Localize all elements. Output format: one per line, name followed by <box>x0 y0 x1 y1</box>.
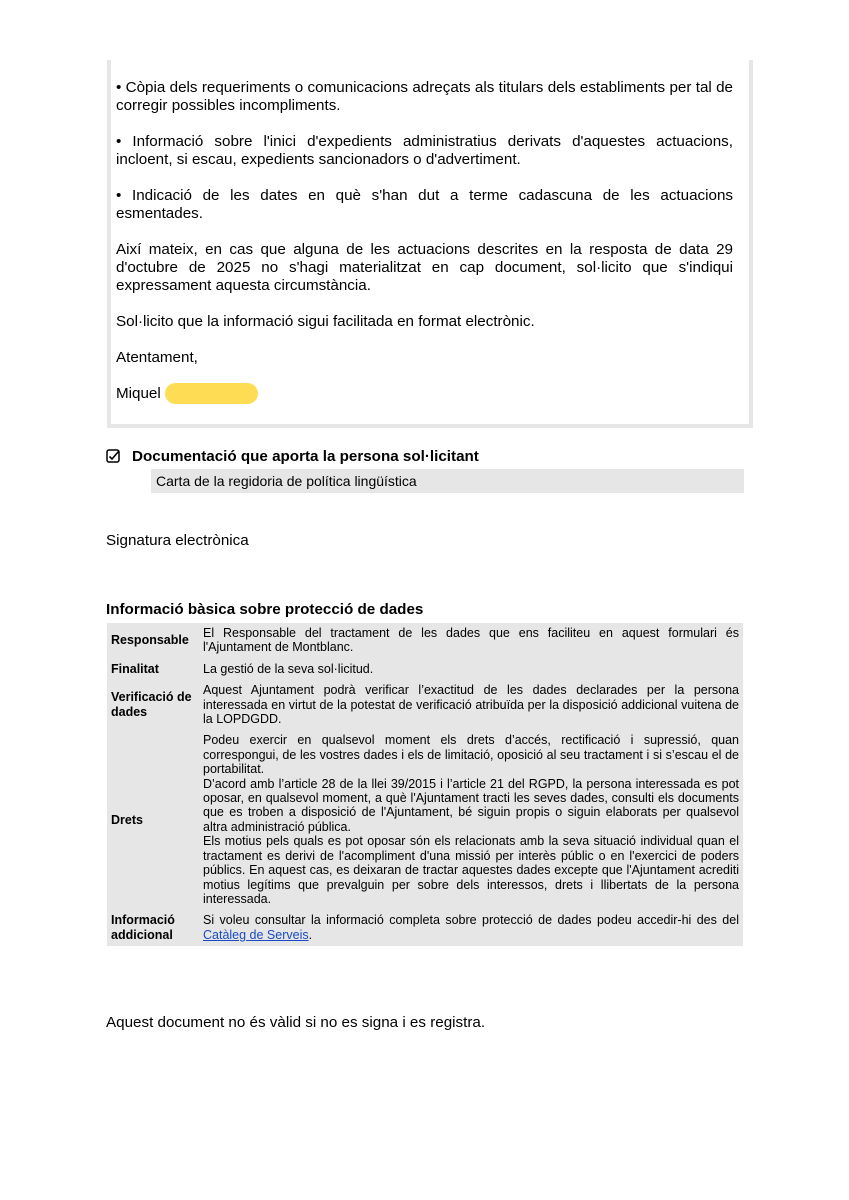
table-row <box>107 680 743 730</box>
paragraph-circumstancia: Així mateix, en cas que alguna de les actuacions descrites en la resposta de data 29 d'octubre de 2025 no s'hagi materialitzat en cap document, sol·licito que s'indiqui expressament aquesta circumstància. <box>116 241 733 294</box>
row-text: La gestió de la seva sol·licitud. <box>203 661 374 676</box>
row-label: Finalitat <box>111 661 159 676</box>
documentation-header <box>106 448 479 465</box>
data-protection-title: Informació bàsica sobre protecció de dades <box>106 601 424 618</box>
bullet-requeriments: • Còpia dels requeriments o comunicacions adreçats als titulars dels establiments per tal de corregir possibles incompliments. <box>116 79 733 114</box>
closing-greeting: Atentament, <box>116 349 198 366</box>
table-row <box>107 659 743 680</box>
table-row <box>107 623 743 659</box>
signer-name: Miquel <box>116 385 161 402</box>
table-row <box>107 730 743 910</box>
info-text: Si voleu consultar la informació completa sobre protecció de dades podeu accedir-hi des del <box>203 913 739 928</box>
info-trailing: . <box>308 927 313 942</box>
drets-text-3: Els motius pels quals es pot oposar són els relacionats amb la seva situació individual quan el tractament es derivi de l'acompliment d'una missió per interès públic o en l'exercici de poders públics. En aquest cas, es deixaran de tractar aquestes dades excepte que l'Ajuntament acrediti motius legítims que prevalguin per sobre dels interessos, drets i llibertats de la persona interessada. <box>203 834 739 906</box>
bullet-dates: • Indicació de les dates en què s'han dut a terme cadascuna de les actuacions esmentades. <box>116 187 733 222</box>
row-label: Informació addicional <box>111 913 175 942</box>
paragraph-format-electronic: Sol·licito que la informació sigui facilitada en format electrònic. <box>116 313 535 330</box>
data-protection-table <box>107 623 743 946</box>
row-label: Responsable <box>111 633 189 648</box>
row-text <box>199 730 743 910</box>
checkbox-checked-icon <box>106 449 121 464</box>
bullet-expedients: • Informació sobre l'inici d'expedients administratius derivats d'aquestes actuacions, incloent, si escau, expedients sancionadors o d'advertiment. <box>116 133 733 168</box>
row-text: El Responsable del tractament de les dades que ens faciliteu en aquest formulari és l'Ajuntament de Montblanc. <box>203 626 739 655</box>
drets-text-2: D’acord amb l’article 28 de la llei 39/2015 i l’article 21 del RGPD, la persona interessada es pot oposar, en qualsevol moment, a què l'Ajuntament tracti les seves dades, consulti els documents que es troben a disposició de l'Ajuntament, bé siguin propis o siguin elaborats per qualsevol altra administració pública. <box>203 776 739 834</box>
signature-label: Signatura electrònica <box>106 532 249 549</box>
documentation-title: Documentació que aporta la persona sol·licitant <box>132 448 479 465</box>
table-row <box>107 910 743 946</box>
redacted-surname <box>165 383 258 404</box>
drets-text-1: Podeu exercir en qualsevol moment els drets d’accés, rectificació i supressió, quan correspongui, de les vostres dades i els de limitació, oposició al seu tractament i si s’escau el de portabilitat. <box>203 733 739 777</box>
row-label: Drets <box>111 812 143 827</box>
documentation-item: Carta de la regidoria de política lingüística <box>151 469 744 493</box>
cataleg-serveis-link[interactable]: Catàleg de Serveis <box>203 927 309 942</box>
row-text <box>199 910 743 946</box>
row-label: Verificació de dades <box>111 690 192 719</box>
row-text: Aquest Ajuntament podrà verificar l’exactitud de les dades declarades per la persona interessada en virtut de la potestat de verificació atribuïda per la disposició addicional vuitena de la LOPDGDD. <box>203 683 739 727</box>
validity-note: Aquest document no és vàlid si no es signa i es registra. <box>106 1014 486 1031</box>
